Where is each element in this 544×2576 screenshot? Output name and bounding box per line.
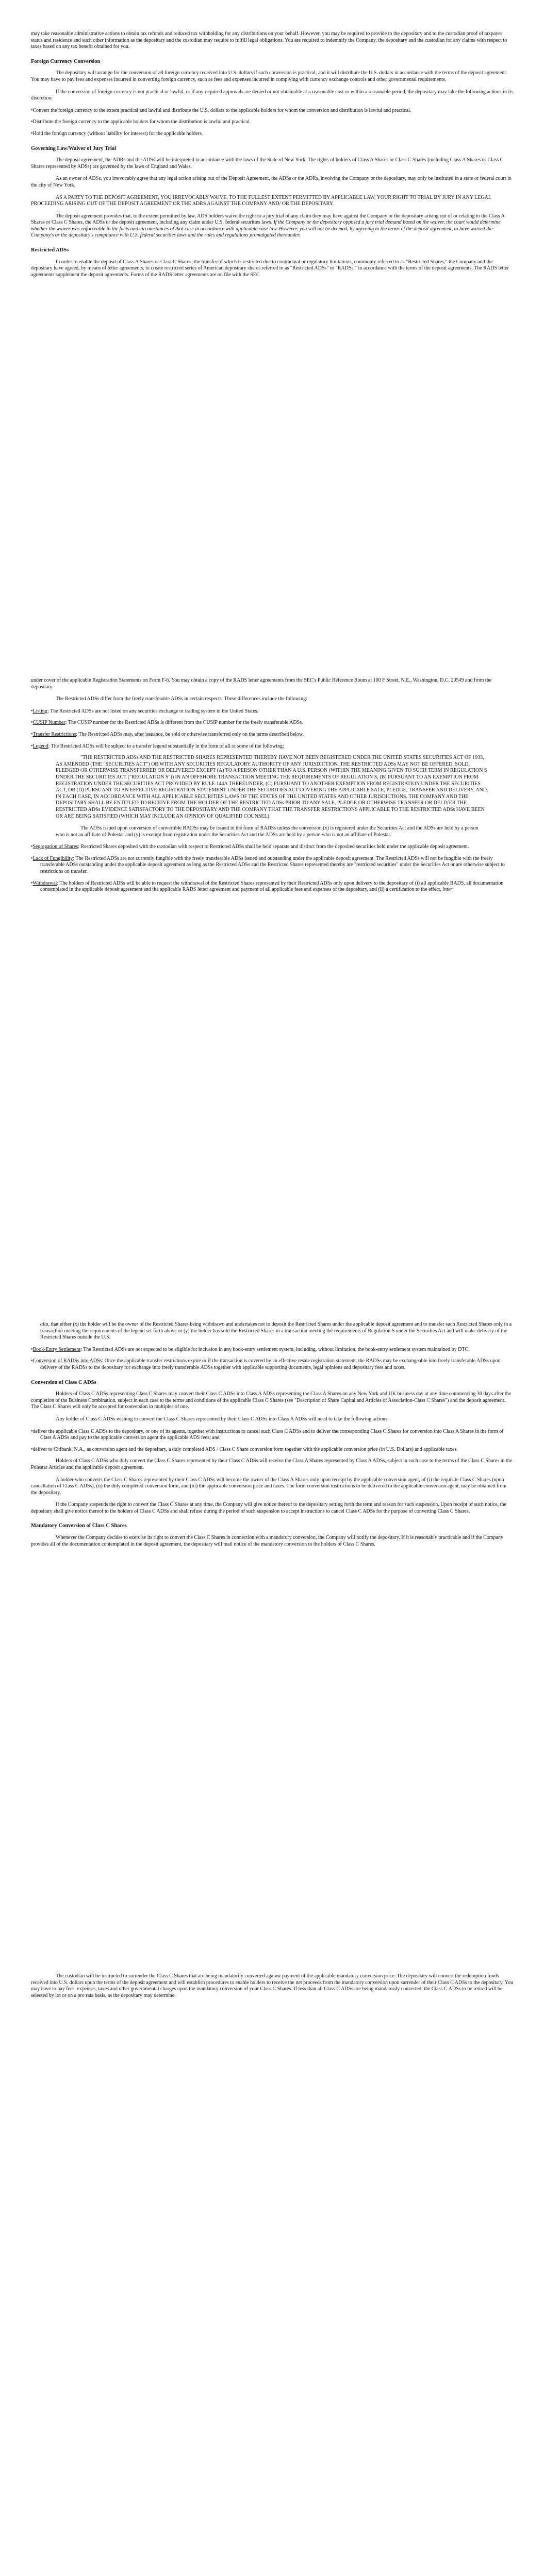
listing-item: •Listing: The Restricted ADSs are not listed on any securities exchange or trading system in the United States. (31, 708, 259, 714)
gov-paragraph-4 (31, 213, 513, 239)
legend-item: •Legend: The Restricted ADSs will be subject to a transfer legend substantially in the form of all or some of the following: (31, 743, 284, 749)
gov-paragraph-1: The deposit agreement, the ADRs and the ADSs will be interpreted in accordance with the laws of the State of New York. The rights of holders of Class A Shares or Class C Shares (including Class A Shares or Class C Shares represented by ADSs) are governed by the laws of England and Wales. (31, 157, 504, 170)
fx-paragraph-2: If the conversion of foreign currency is not practical or lawful, or if any required approvals are denied or not obtainable at a reasonable cost or within a reasonable period, the depositary may take the following actions in its discretion: (31, 89, 513, 101)
fx-bullet-1-text: Convert the foreign currency to the extent practical and lawful and distribute the U.S. dollars to the applicable holders for whom the conversion and distribution is lawful and practical. (32, 107, 411, 113)
fungibility-label: Lack of Fungibility (32, 855, 73, 861)
legend-block-text: "THE RESTRICTED ADSs AND THE RESTRICTED SHARES REPRESENTED THEREBY HAVE NOT BEEN REGISTERED UNDER THE UNITED STATES SECURITIES ACT OF 1933, AS AMENDED (THE "SECURITIES ACT") OR WITH ANY SECURITIES REGULATORY AUTHORITY OF ANY JURISDICTION. THE RESTRICTED ADSs MAY NOT BE OFFERED, SOLD, PLEDGED OR OTHERWISE TRANSFERRED OR DELIVERED EXCEPT (A) TO A PERSON OTHER THAN A U.S. PERSON (WITHIN THE MEANING GIVEN TO SUCH TERM IN REGULATION S UNDER THE SECURITIES ACT ("REGULATION S")) IN AN OFFSHORE TRANSACTION MEETING THE REQUIREMENTS OF REGULATION S, (B) PURSUANT TO AN EXEMPTION FROM REGISTRATION UNDER THE SECURITIES ACT PROVIDED BY RULE 144A THEREUNDER, (C) PURSUANT TO ANOTHER EXEMPTION FROM REGISTRATION UNDER THE SECURITIES ACT, OR (D) PURSUANT TO AN EFFECTIVE REGISTRATION STATEMENT UNDER THE SECURITIES ACT COVERING THE APPLICABLE SALE, PLEDGE, TRANSFER AND DELIVERY, AND, IN EACH CASE, IN ACCORDANCE WITH ALL APPLICABLE SECURITIES LAWS OF THE STATES OF THE UNITED STATES AND OTHER JURISDICTIONS. THE COMPANY AND THE DEPOSITARY SHALL BE ENTITLED TO RECEIVE FROM THE HOLDER OF THE RESTRICTED ADSs PRIOR TO ANY SALE, PLEDGE OR OTHERWISE TRANSFER OR DELIVER THE RESTRICTED ADSs EVIDENCE SATISFACTORY TO THE DEPOSITARY AND THE COMPANY THAT THE TRANSFER RESTRICTIONS APPLICABLE TO THE RESTRICTED ADSs HAVE BEEN OR ARE BEING SATISFIED (WHICH MAY INCLUDE AN OPINION OF QUALIFIED COUNSEL). (56, 755, 488, 819)
withdrawal-italic-tail: inter (442, 887, 453, 893)
gov-paragraph-2: As an owner of ADSs, you irrevocably agree that any legal action arising out of the Deposit Agreement, the ADSs or the ADRs, involving the Company or the depositary, may only be instituted in a state or federal court in the city of New York. (31, 176, 512, 188)
legend-text: : The Restricted ADSs will be subject to a transfer legend substantially in the form of all or some of the following: (48, 743, 284, 749)
conversion-bullet-2-text: deliver to Citibank, N.A., as conversion agent and the depositary, a duly completed ADS / Class C Share conversion form together with the applicable conversion price (in U.S. Dollars) and applicable taxes. (32, 1446, 458, 1452)
segregation-item: •Segregation of Shares: Restricted Shares deposited with the custodian with respect to Restricted ADSs shall be held separate and distinct from the deposited securities held under the applicable deposit agreement. (31, 844, 469, 850)
fungibility-item: •Lack of Fungibility: The Restricted ADSs are not currently fungible with the freely transferable ADSs issued and outstanding under the applicable deposit agreement. The Restricted ADSs will not be fungible with the freely transferable ADSs outstanding under the applicable deposit agreement as long as the Restricted ADSs and the Restricted Shares represented thereby are "restricted securities" under the Securities Act or are otherwise subject to restrictions on transfer. (31, 855, 505, 875)
governing-law-heading: Governing Law/Waiver of Jury Trial (31, 145, 117, 151)
book-entry-label: Book-Entry Settlement (32, 1346, 81, 1352)
fx-bullet-3: •Hold the foreign currency (without liability for interest) for the applicable holders. (31, 130, 203, 137)
withdrawal-text: : The holders of Restricted ADSs will be able to request the withdrawal of the Restricted Shares represented by their Restricted ADSs only upon delivery to the depositary of (i) all applicable RADS, all documentation contemplated in the applicable deposit agreement and the applicable RADS letter agreement and payment of all applicable fees and expenses of the depositary, and (ii) a certification to the effect, (40, 880, 504, 893)
book-entry-item: •Book-Entry Settlement: The Restricted ADSs are not expected to be eligible for inclusion in any book-entry settlement system, including, without limitation, the book-entry settlement system maintained by DTC. (31, 1346, 470, 1352)
rads-issue-paragraph: The ADSs issued upon conversion of convertible RADSs may be issued in the form of RADSs unless the conversion (x) is registered under the Securities Act and the ADSs are held by a person who is not an affiliate of Polestar and (y) is exempt from registration under the Securities Act and the ADSs are held by a person who is not an affiliate of Polestar. (56, 825, 479, 838)
fungibility-text: : The Restricted ADSs are not currently fungible with the freely transferable ADSs issued and outstanding under the applicable deposit agreement. The Restricted ADSs will not be fungible with the freely transferable ADSs outstanding under the applicable deposit agreement as long as the Restricted ADSs and the Restricted Shares represented thereby are "restricted securities" under the Securities Act or are otherwise subject to restrictions on transfer. (40, 855, 505, 875)
transfer-restrictions-text: : The Restricted ADSs may, after issuance, be sold or otherwise transferred only on the terms described below. (76, 731, 304, 737)
cusip-item: •CUSIP Number: The CUSIP number for the Restricted ADSs is different from the CUSIP number for the freely transferable ADSs. (31, 720, 303, 726)
fx-paragraph-1: The depositary will arrange for the conversion of all foreign currency received into U.S. dollars if such conversion is practical, and it will distribute the U.S. dollars in accordance with the terms of the deposit agreement. You may have to pay fees and expenses incurred in converting foreign currency, such as fees and expenses incurred in complying with currency exchange controls and other governmental requirements. (31, 70, 507, 82)
conversion-rads-item: •Conversion of RADSs into ADSs: Once the applicable transfer restrictions expire or if the transaction is covered by an effective resale registration statement, the RADSs may be exchangeable into freely transferable ADSs upon delivery of the RADSs to the depositary for exchange into freely transferable ADSs together with applicable supporting documents, legal opinions and depositary fees and taxes. (31, 1358, 501, 1370)
fx-bullet-2: •Distribute the foreign currency to the applicable holders for whom the distribution is lawful and practical. (31, 119, 251, 125)
mandatory-paragraph-2: The custodian will be instructed to surrender the Class C Shares that are being mandatorily converted against payment of the applicable mandatory conversion price. The depositary will convert the redemption funds received into U.S. dollars upon the terms of the deposit agreement and will establish procedures to enable holders to receive the net proceeds from the mandatory conversion upon surrender of their Class C ADSs to the depositary. You may have to pay fees, expenses, taxes and other governmental charges upon the mandatory conversion of your Class C Shares. If less than all Class C ADSs are being mandatorily converted, the Class C ADSs to be retired will be selected by lot or on a pro rata basis, as the depositary may determine. (31, 1973, 513, 1998)
conversion-bullet-1-text: deliver the applicable Class C ADSs to the depositary, or one of its agents, together with instructions to cancel such Class C ADSs and to deliver the corresponding Class C Shares for conversion into Class A Shares in the form of Class A ADSs and pay to the applicable conversion agent the applicable ADS fees; and (32, 1428, 504, 1441)
withdrawal-continued-text: , that either (x) the holder will be the owner of the Restricted Shares being withdrawn and undertakes not to deposit the Restricted Shares under the applicable deposit agreement and to transfer such Restricted Shares only in a transaction meeting the requirements of the legend set forth above or (y) the holder has sold the Restricted Shares in a transaction meeting the requirements of Regulation S under the Securities Act and will make delivery of the Restricted Shares outside the U.S. (40, 1321, 512, 1341)
cusip-text: : The CUSIP number for the Restricted ADSs is different from the CUSIP number for the freely transferable ADSs. (65, 720, 303, 726)
listing-text: : The Restricted ADSs are not listed on any securities exchange or trading system in the United States. (47, 708, 259, 714)
transfer-restrictions-item: •Transfer Restrictions: The Restricted ADSs may, after issuance, be sold or otherwise transferred only on the terms described below. (31, 731, 304, 737)
gov-paragraph-3-jury-waiver: AS A PARTY TO THE DEPOSIT AGREEMENT, YOU IRREVOCABLY WAIVE, TO THE FULLEST EXTENT PERMITTED BY APPLICABLE LAW, YOUR RIGHT TO TRIAL BY JURY IN ANY LEGAL PROCEEDING ARISING OUT OF THE DEPOSIT AGREEMENT OR THE ADRS AGAINST THE COMPANY AND/ OR THE DEPOSITARY. (31, 194, 491, 207)
page-section-4 (31, 1973, 513, 2005)
page-section-1 (31, 31, 513, 284)
withdrawal-continued-italic: alia (40, 1321, 48, 1327)
conversion-paragraph-1: Holders of Class C ADSs representing Class C Shares may convert their Class C ADSs into Class A ADSs representing the Class A Shares on any New York and UK business day at any time commencing 30 days after the completion of the Business Combination, subject in each case to the terms and conditions of the applicable Class C Shares (see "Description of Share Capital and Articles of Association-Class C Shares") and the deposit agreement. The Class C Shares will only be accepted for conversion in multiples of one. (31, 1391, 512, 1410)
fx-bullet-1: •Convert the foreign currency to the extent practical and lawful and distribute the U.S. dollars to the applicable holders for whom the conversion and distribution is lawful and practical. (31, 107, 411, 113)
page-section-3 (31, 1321, 513, 1553)
listing-label: Listing (32, 708, 47, 714)
mandatory-conversion-heading: Mandatory Conversion of Class C Shares (31, 1523, 127, 1529)
legend-label: Legend (32, 743, 48, 749)
conversion-bullet-2: •deliver to Citibank, N.A., as conversion agent and the depositary, a duly completed ADS / Class C Share conversion form together with the applicable conversion price (in U.S. Dollars) and applicable taxes. (31, 1446, 458, 1452)
restricted-continued-paragraph: under cover of the applicable Registration Statements on Form F-6. You may obtain a copy of the RADS letter agreements from the SEC's Public Reference Room at 100 F Street, N.E., Washington, D.C. 20549 and from the depositary. (31, 677, 492, 690)
withdrawal-label: Withdrawal (32, 880, 57, 886)
restricted-differences-paragraph: The Restricted ADSs differ from the freely transferable ADSs in certain respects. These differences include the following: (56, 696, 307, 702)
conversion-bullet-1: •deliver the applicable Class C ADSs to the depositary, or one of its agents, together with instructions to cancel such Class C ADSs and to deliver the corresponding Class C Shares for conversion into Class A Shares in the form of Class A ADSs and pay to the applicable conversion agent the applicable ADS fees; and (31, 1428, 504, 1441)
foreign-currency-heading: Foreign Currency Conversion (31, 58, 101, 64)
conversion-paragraph-3: Holders of Class C ADSs who duly convert the Class C Shares represented by their Class C ADSs will receive the Class A Shares represented by Class A ADSs, subject in each case to the terms of the Class C Shares in the Polestar Articles and the applicable deposit agreement. (31, 1458, 513, 1470)
page-section-2 (31, 677, 513, 899)
transfer-restrictions-label: Transfer Restrictions (32, 731, 76, 737)
conversion-paragraph-2: Any holder of Class C ADSs wishing to convert the Class C Shares represented by their Class C ADSs into Class A ADSs will need to take the following actions: (56, 1416, 389, 1422)
conversion-class-c-heading: Conversion of Class C ADSs (31, 1379, 96, 1385)
segregation-text: : Restricted Shares deposited with the custodian with respect to Restricted ADSs shall be held separate and distinct from the deposited securities held under the applicable deposit agreement. (78, 844, 469, 850)
withdrawal-item: •Withdrawal: The holders of Restricted ADSs will be able to request the withdrawal of the Restricted Shares represented by their Restricted ADSs only upon delivery to the depositary of (i) all applicable RADS, all documentation contemplated in the applicable deposit agreement and the applicable RADS letter agreement and payment of all applicable fees and expenses of the depositary, and (ii) a certification to the effect, inter (31, 880, 504, 893)
tax-intro-paragraph: may take reasonable administrative actions to obtain tax refunds and reduced tax withholding for any distributions on your behalf. However, you may be required to provide to the depositary and to the custodian proof of taxpayer status and residence and such other information as the depositary and the custodian may require to fulfill legal obligations. You are required to indemnify the Company, the depositary and the custodian for any claims with respect to taxes based on any tax benefit obtained for you. (31, 31, 507, 50)
fx-bullet-3-text: Hold the foreign currency (without liability for interest) for the applicable holders. (32, 130, 203, 137)
conversion-paragraph-5: If the Company suspends the right to convert the Class C Shares at any time, the Company will give notice thereof to the depositary setting forth the term and reason for such suspension. Upon receipt of such notice, the depositary shall give notice thereof to the holders of Class C ADSs and shall refuse during the period of such suspension to accept instructions to cancel Class C ADSs for the purpose of converting Class C Shares. (31, 1502, 506, 1514)
mandatory-paragraph-1: Whenever the Company decides to exercise its right to convert the Class C Shares in connection with a mandatory conversion, the Company will notify the depositary. If it is reasonably practicable and if the Company provides all of the documentation contemplated in the deposit agreement, the depositary will mail notice of the mandatory conversion to the holders of Class C Shares. (31, 1535, 504, 1547)
gov-paragraph-4-text: The deposit agreement provides that, to the extent permitted by law, ADS holders waive the right to a jury trial of any claim they may have against the Company or the depositary arising out of or relating to the Class A Shares or Class C Shares, the ADSs or the deposit agreement, including any claim under U.S. federal securities laws. (31, 213, 505, 226)
fx-bullet-2-text: Distribute the foreign currency to the applicable holders for whom the distribution is lawful and practical. (32, 119, 251, 125)
conversion-rads-label: Conversion of RADSs into ADSs (32, 1358, 102, 1364)
conversion-rads-text: : Once the applicable transfer restrictions expire or if the transaction is covered by an effective resale registration statement, the RADSs may be exchangeable into freely transferable ADSs upon delivery of the RADSs to the depositary for exchange into freely transferable ADSs together with applicable supporting documents, legal opinions and depositary fees and taxes. (40, 1358, 501, 1370)
restricted-adss-heading: Restricted ADSs (31, 247, 69, 253)
conversion-paragraph-4: A holder who converts the Class C Shares represented by their Class C ADSs will become the owner of the Class A Shares only upon receipt by the applicable conversion agent, of (i) the requisite Class C Shares (upon cancellation of Class C ADSs), (ii) the duly completed conversion form, and (iii) the applicable conversion price and taxes. The form conversion instructions to be delivered to the applicable conversion agent, may be obtained from the depositary. (31, 1477, 507, 1496)
segregation-label: Segregation of Shares (32, 844, 78, 850)
book-entry-text: : The Restricted ADSs are not expected to be eligible for inclusion in any book-entry settlement system, including, without limitation, the book-entry settlement system maintained by DTC. (80, 1346, 470, 1352)
gov-paragraph-4-italic: If the Company or the depositary opposed a jury trial demand based on the waiver, the court would determine whether the waiver was enforceable in the facts and circumstances of that case in accordance with applicable case law. However, you will not be deemed, by agreeing to the terms of the deposit agreement, to have waived the Company's or the depositary's compliance with U.S. federal securities laws and the rules and regulations promulgated thereunder. (31, 219, 501, 239)
withdrawal-continued (31, 1321, 513, 1341)
cusip-label: CUSIP Number (32, 720, 65, 726)
restricted-paragraph-1: In order to enable the deposit of Class A Shares or Class C Shares, the transfer of which is restricted due to contractual or regulatory limitations, commonly referred to as "Restricted Shares," the Company and the depositary have agreed, by means of letter agreements, to create restricted series of American depositary shares referred to as "Restricted ADSs" or "RADSs," in accordance with the terms of the deposit agreements. The RADS letter agreements supplement the deposit agreements. Forms of the RADS letter agreements are on file with the SEC (31, 259, 509, 278)
